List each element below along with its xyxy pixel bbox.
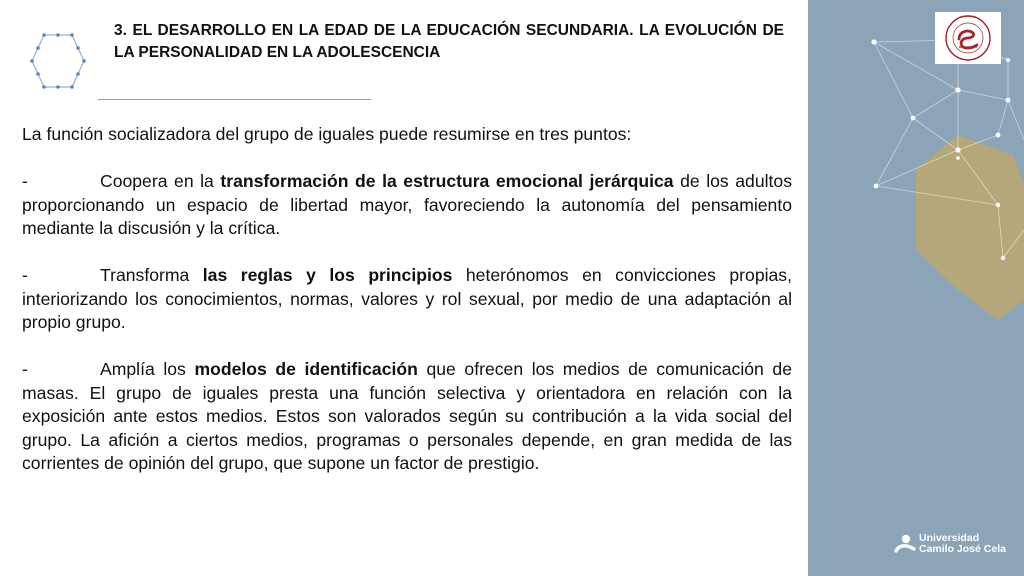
point-text: de los adultos proporcionando un espacio de libertad mayor, favoreciendo la autonomía del pensamiento mediante la discusión y la crítica. xyxy=(22,171,792,238)
point-bold-text: las reglas y los principios xyxy=(202,265,453,285)
point-text: Coopera en la xyxy=(100,171,221,191)
point-paragraph xyxy=(22,264,792,335)
title-underline xyxy=(98,99,371,100)
page-title: 3. EL DESARROLLO EN LA EDAD DE LA EDUCACIÓN SECUNDARIA. LA EVOLUCIÓN DE LA PERSONALIDAD EN LA ADOLESCENCIA xyxy=(114,22,784,61)
point-paragraph xyxy=(22,358,792,476)
side-panel xyxy=(808,0,1024,576)
seal-icon xyxy=(935,12,1001,64)
network-pattern xyxy=(808,0,1024,576)
slide-body xyxy=(22,123,792,499)
intro-paragraph: La función socializadora del grupo de iguales puede resumirse en tres puntos: xyxy=(22,124,632,144)
point-text: que ofrecen los medios de comunicación de masas. El grupo de iguales presta una función selectiva y orientadora en relación con la exposición ante estos medios. Estos son valorados según su contribución a la vida social del grupo. La afición a ciertos medios, programas o personales depende, en gran medida de las corrientes de opinión del grupo, que supone un factor de prestigio. xyxy=(22,359,792,473)
point-text: Amplía los xyxy=(100,359,195,379)
brand-mark-icon xyxy=(893,532,917,556)
brand-line-2: Camilo José Cela xyxy=(919,543,1006,555)
point-text: heterónomos en convicciones propias, interiorizando los conocimientos, normas, valores y rol sexual, por medio de una adaptación al propio grupo. xyxy=(22,265,792,332)
point-bold-text: transformación de la estructura emocional jerárquica xyxy=(220,171,674,191)
brand-line-1: Universidad xyxy=(919,532,980,544)
university-seal xyxy=(935,12,1001,64)
dash-marker: - xyxy=(22,265,28,285)
university-brand xyxy=(893,532,1021,556)
dash-marker: - xyxy=(22,359,28,379)
point-bold-text: modelos de identificación xyxy=(194,359,418,379)
point-paragraph xyxy=(22,170,792,241)
dash-marker: - xyxy=(22,171,28,191)
hexagon-dots-icon xyxy=(30,32,86,90)
point-text: Transforma xyxy=(100,265,203,285)
